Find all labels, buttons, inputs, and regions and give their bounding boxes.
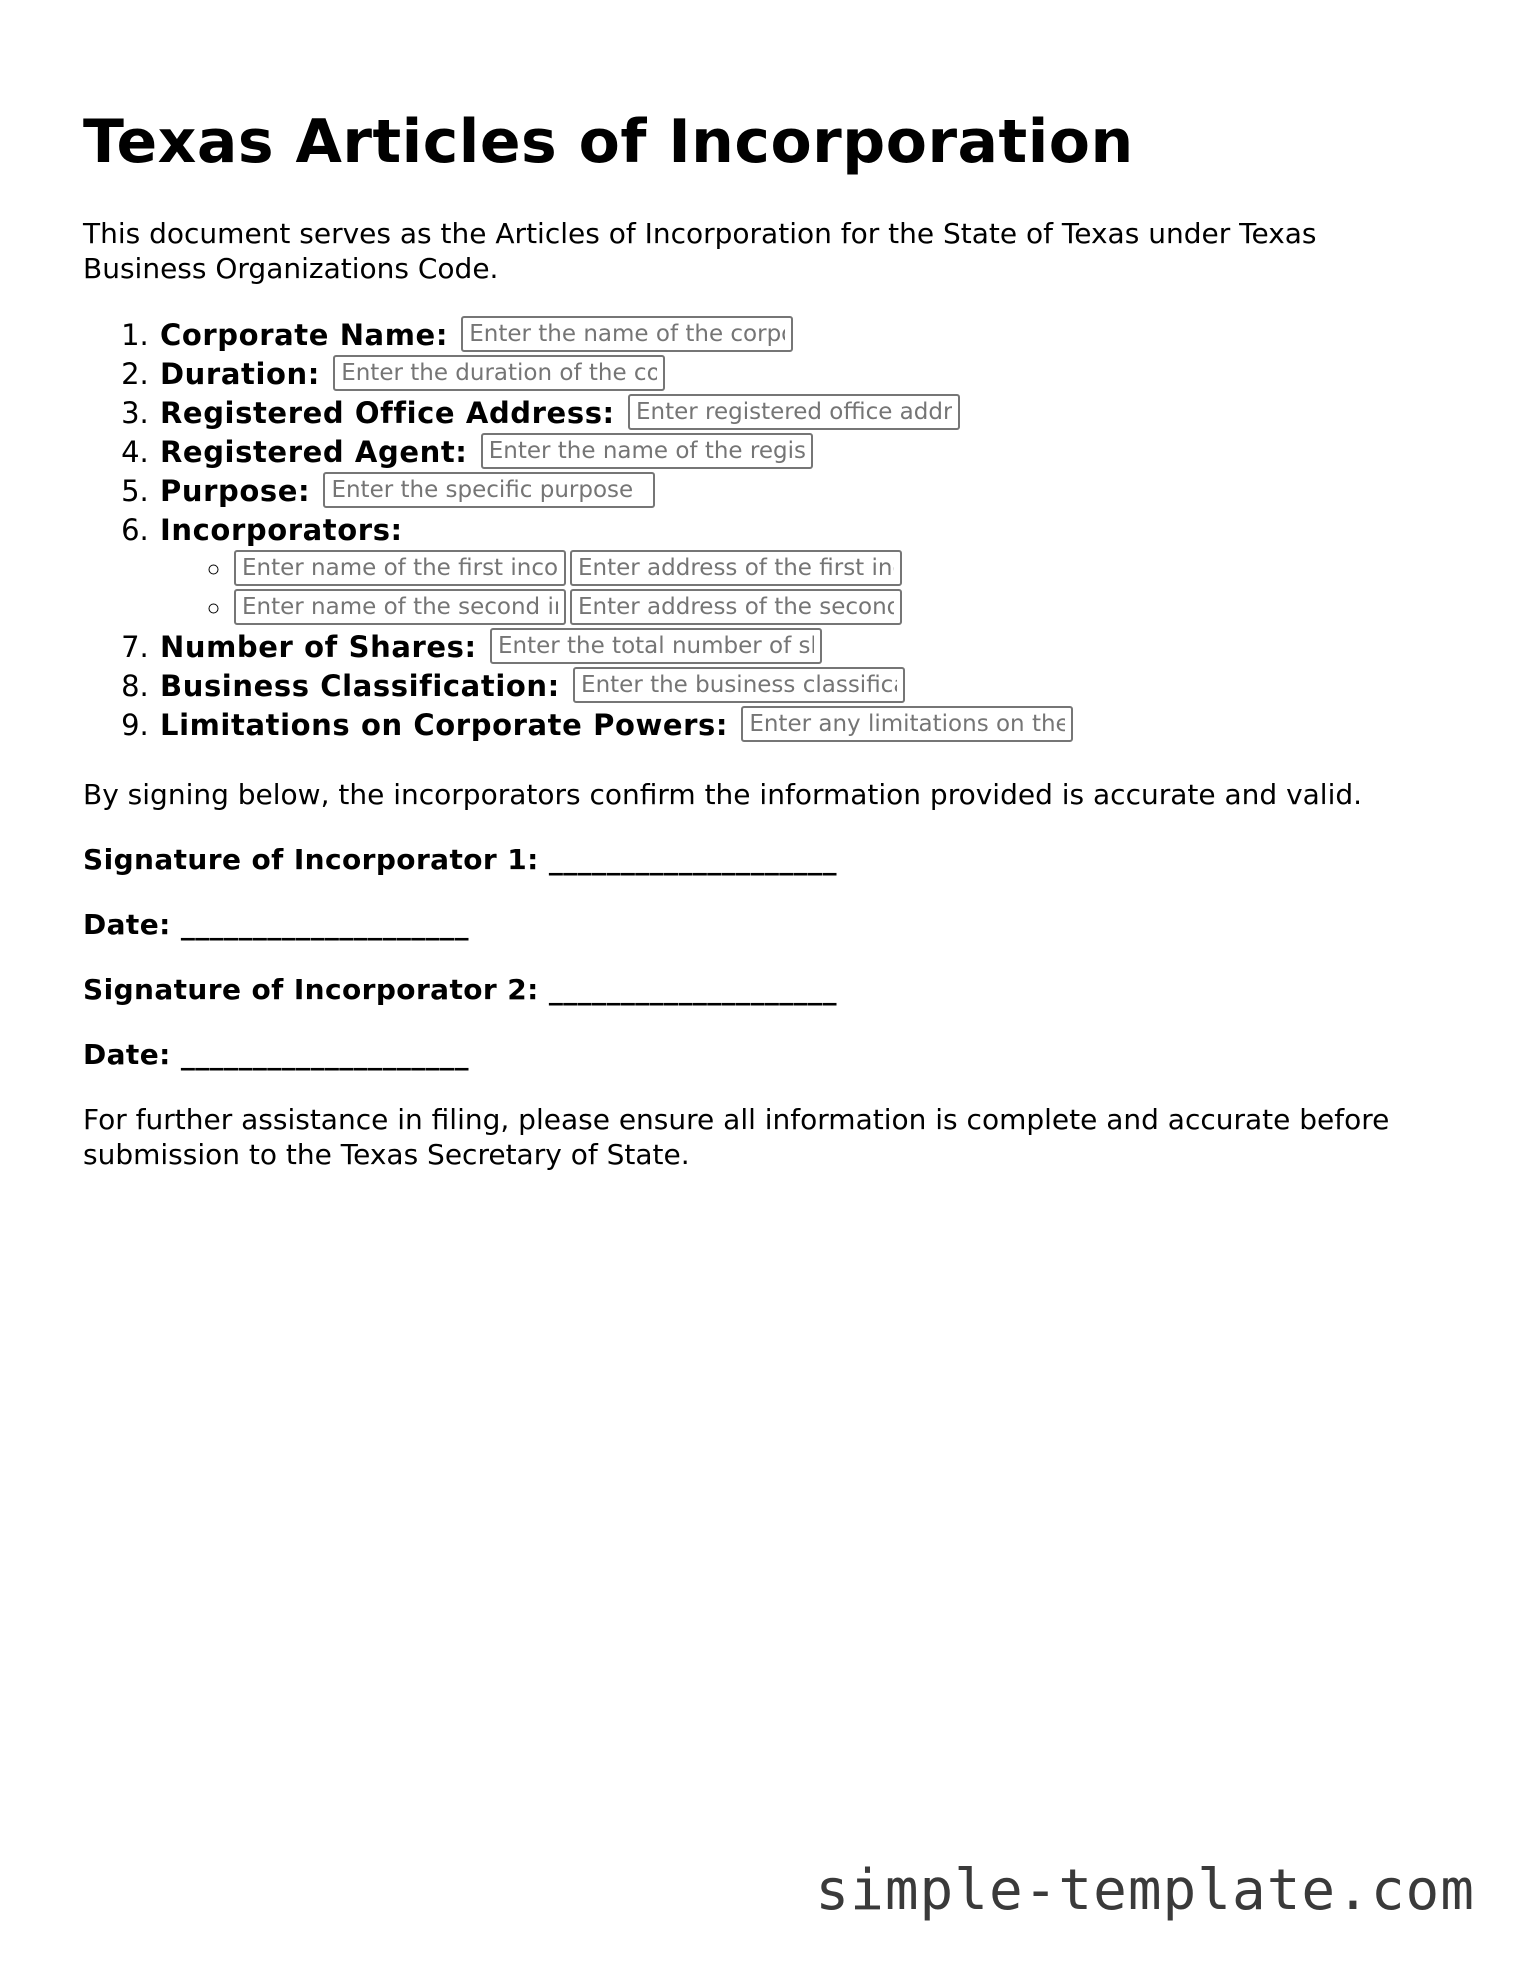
- article-list: [83, 316, 1443, 745]
- signature-line-incorporator-2: Signature of Incorporator 2: ____________________: [83, 973, 837, 1006]
- date-line-1: Date: ____________________: [83, 908, 469, 941]
- registered-office-input[interactable]: [628, 394, 960, 430]
- limitations-input[interactable]: [741, 706, 1073, 742]
- watermark-logo: simple-template.com: [815, 1858, 1475, 1923]
- list-item-purpose: [158, 472, 1443, 511]
- number-of-shares-label: Number of Shares:: [160, 630, 477, 664]
- list-item-number-of-shares: [158, 628, 1443, 667]
- list-item-business-classification: [158, 667, 1443, 706]
- corporate-name-input[interactable]: [461, 316, 793, 352]
- purpose-input[interactable]: [323, 472, 655, 508]
- incorporator-2-name-input[interactable]: [234, 589, 566, 625]
- incorporator-2-address-input[interactable]: [570, 589, 902, 625]
- incorporator-row-1: [234, 550, 1443, 589]
- list-item-registered-office: [158, 394, 1443, 433]
- incorporator-1-address-input[interactable]: [570, 550, 902, 586]
- business-classification-input[interactable]: [573, 667, 905, 703]
- footer-note: For further assistance in filing, please ensure all information is complete and accurate before submission to the Texas Secretary of State.: [83, 1103, 1390, 1171]
- confirmation-paragraph: By signing below, the incorporators confirm the information provided is accurate and valid.: [83, 778, 1363, 811]
- number-of-shares-input[interactable]: [490, 628, 822, 664]
- incorporators-label: Incorporators:: [160, 513, 403, 547]
- business-classification-label: Business Classification:: [160, 669, 560, 703]
- duration-label: Duration:: [160, 357, 320, 391]
- registered-agent-input[interactable]: [481, 433, 813, 469]
- incorporator-row-2: [234, 589, 1443, 628]
- list-item-incorporators: [158, 511, 1443, 628]
- signature-line-incorporator-1: Signature of Incorporator 1: ____________________: [83, 843, 837, 876]
- duration-input[interactable]: [333, 355, 665, 391]
- incorporator-1-name-input[interactable]: [234, 550, 566, 586]
- date-line-2: Date: ____________________: [83, 1038, 469, 1071]
- list-item-duration: [158, 355, 1443, 394]
- incorporators-list: [160, 550, 1443, 628]
- registered-agent-label: Registered Agent:: [160, 435, 468, 469]
- list-item-limitations: [158, 706, 1443, 745]
- corporate-name-label: Corporate Name:: [160, 318, 449, 352]
- intro-paragraph: This document serves as the Articles of Incorporation for the State of Texas under Texas Business Organizations Code.: [83, 217, 1317, 285]
- page-title: Texas Articles of Incorporation: [83, 107, 1134, 177]
- limitations-label: Limitations on Corporate Powers:: [160, 708, 729, 742]
- list-item-registered-agent: [158, 433, 1443, 472]
- registered-office-label: Registered Office Address:: [160, 396, 615, 430]
- purpose-label: Purpose:: [160, 474, 311, 508]
- document-page: [83, 100, 1443, 1172]
- list-item-corporate-name: [158, 316, 1443, 355]
